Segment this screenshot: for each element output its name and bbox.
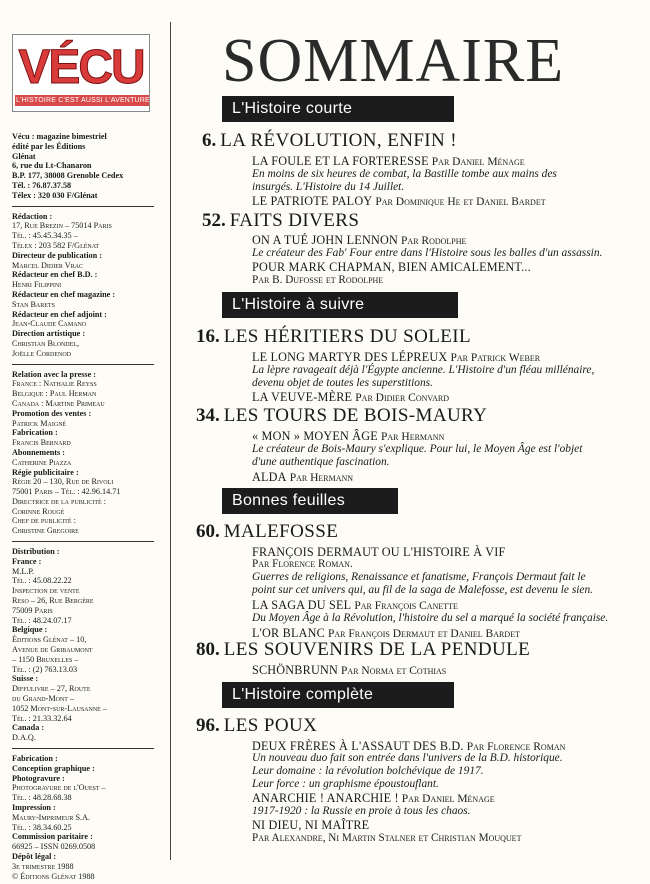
credit-value: Photogravure de l'Ouest – xyxy=(12,783,106,793)
colophon-production xyxy=(12,748,154,881)
article-byline: Par Alexandre, Ni Martin Stalner et Christian Mouquet xyxy=(252,832,522,844)
article-line: « MON » MOYEN ÂGE Par Hermann xyxy=(252,429,445,443)
section-banner-courte xyxy=(222,96,454,122)
credit-label: Suisse : xyxy=(12,674,39,684)
credit-value: Éditions Glénat – 10, xyxy=(12,635,87,645)
section-banner-feuilles xyxy=(222,488,398,514)
article-line: POUR MARK CHAPMAN, BIEN AMICALEMENT... xyxy=(252,260,531,274)
article-line: LE LONG MARTYR DES LÉPREUX Par Patrick Weber xyxy=(252,350,541,364)
colophon-press xyxy=(12,364,154,537)
credit-label: Rédacteur en chef B.D. : xyxy=(12,270,98,280)
credit-value: Inspection de vente xyxy=(12,586,80,596)
credit-value: Reso – 26, Rue Bergère xyxy=(12,596,94,606)
section-banner-suivre xyxy=(222,292,458,318)
colophon-distribution xyxy=(12,541,154,743)
colophon-staff xyxy=(12,206,154,359)
credit-value: 75009 Paris xyxy=(12,605,53,615)
article-line: LA VEUVE-MÈRE Par Didier Convard xyxy=(252,390,450,404)
entry-title: LES TOURS DE BOIS-MAURY xyxy=(223,405,488,426)
article-line: DEUX FRÈRES À L'ASSAUT DES B.D. Par Florence Roman xyxy=(252,739,566,753)
credit-value: Télex : 203 582 F/Glénat xyxy=(12,240,100,250)
credit-label: Fabrication : xyxy=(12,428,58,438)
credit-label: Conception graphique : xyxy=(12,763,95,773)
credit-value: Patrick Maigné xyxy=(12,418,67,428)
page-number: 52. xyxy=(202,210,226,231)
credit-value: Tél. : 45.08.22.22 xyxy=(12,576,72,586)
article-line: FRANÇOIS DERMAUT OU L'HISTOIRE À VIF xyxy=(252,545,506,559)
article-line: ON A TUÉ JOHN LENNON Par Rodolphe xyxy=(252,233,467,247)
section-label: Bonnes feuilles xyxy=(232,492,346,509)
credit-label: Régie publicitaire : xyxy=(12,467,79,477)
credit-label: France : xyxy=(12,556,42,566)
article-line: ANARCHIE ! ANARCHIE ! Par Daniel Ménage xyxy=(252,791,495,805)
credit-value: © Éditions Glénat 1988 xyxy=(12,871,95,881)
credit-value: Régie 20 – 130, Rue de Rivoli xyxy=(12,477,114,487)
credit-value: Christine Gregoire xyxy=(12,526,79,536)
column-divider xyxy=(170,22,171,860)
credit-value: 75001 Paris – Tél. : 42.96.14.71 xyxy=(12,487,121,497)
credit-value: Tél. : 38.34.60.25 xyxy=(12,822,72,832)
publisher-line: édité par les Éditions xyxy=(12,141,86,151)
article-description: d'une authentique fascination. xyxy=(252,456,390,468)
credit-value: Belgique : Paul Herman xyxy=(12,389,97,399)
credit-value: Christian Blondel, xyxy=(12,338,80,348)
credit-label: Dépôt légal : xyxy=(12,851,57,861)
page-number: 80. xyxy=(196,639,220,660)
credit-value: Canada : Martine Primeau xyxy=(12,398,105,408)
credit-value: Corinne Rougé xyxy=(12,506,65,516)
credit-value: Maury-Imprimeur S.A. xyxy=(12,812,91,822)
credit-label: Photogravure : xyxy=(12,773,65,783)
credit-label: Canada : xyxy=(12,723,45,733)
credit-label: Rédaction : xyxy=(12,211,53,221)
credit-label: Rédacteur en chef magazine : xyxy=(12,289,116,299)
entry-title: MALEFOSSE xyxy=(223,521,339,542)
credit-value: Diffulivre – 27, Route xyxy=(12,684,91,694)
section-label: L'Histoire complète xyxy=(232,686,374,703)
publisher-line: 6, rue du Lt-Chanaron xyxy=(12,161,92,171)
publisher-line: Tél. : 76.87.37.58 xyxy=(12,180,72,190)
article-description: En moins de six heures de combat, la Bastille tombe aux mains des xyxy=(252,168,557,180)
page-number: 16. xyxy=(196,326,220,347)
article-line: LE PATRIOTE PALOY Par Dominique He et Daniel Bardet xyxy=(252,194,546,208)
credit-value: Chef de publicité : xyxy=(12,516,76,526)
credit-label: Distribution : xyxy=(12,547,60,557)
entry-page-96 xyxy=(196,715,317,737)
publisher-line: Glénat xyxy=(12,151,36,161)
entry-title: FAITS DIVERS xyxy=(229,210,360,231)
article-description: point sur cet univers qui, au fil de la saga de Malefosse, est devenu le sien. xyxy=(252,584,594,596)
credit-value: Tél. : (2) 763.13.03 xyxy=(12,664,78,674)
credit-value: Tél. : 48.28.68.38 xyxy=(12,793,72,803)
entry-title: LES POUX xyxy=(223,715,318,736)
page-number: 34. xyxy=(196,405,220,426)
credit-value: du Grand-Mont – xyxy=(12,694,75,704)
article-byline: Par Florence Roman. xyxy=(252,558,353,570)
logo-tagline: L'HISTOIRE C'EST AUSSI L'AVENTURE xyxy=(16,97,150,104)
page-title: SOMMAIRE xyxy=(222,27,565,95)
article-description: devenu objet de toutes les superstitions. xyxy=(252,377,433,389)
entry-page-80 xyxy=(196,639,530,661)
entry-page-34 xyxy=(196,405,487,427)
credit-value: – 1150 Bruxelles – xyxy=(12,654,79,664)
credit-value: France : Nathalie Reyss xyxy=(12,379,97,389)
entry-page-6 xyxy=(202,130,457,152)
entry-title: LES HÉRITIERS DU SOLEIL xyxy=(223,326,471,347)
article-line: SCHÖNBRUNN Par Norma et Cothias xyxy=(252,663,447,677)
credit-value: 17, Rue Brezin – 75014 Paris xyxy=(12,221,112,231)
credit-label: Promotion des ventes : xyxy=(12,408,92,418)
article-description: Le créateur des Fab' Four entre dans l'Histoire sous les balles d'un assassin. xyxy=(252,247,603,259)
section-banner-complete xyxy=(222,682,454,708)
colophon-publisher xyxy=(12,132,154,201)
credit-label: Rédacteur en chef adjoint : xyxy=(12,309,107,319)
credit-value: Marcel Didier Vrac xyxy=(12,260,84,270)
page-number: 96. xyxy=(196,715,220,736)
credit-value: Catherine Piazza xyxy=(12,457,72,467)
credit-value: 66925 – ISSN 0269.0508 xyxy=(12,842,96,852)
entry-title: LES SOUVENIRS DE LA PENDULE xyxy=(223,639,531,660)
page-number: 60. xyxy=(196,521,220,542)
section-label: L'Histoire à suivre xyxy=(232,296,365,313)
colophon xyxy=(12,132,154,881)
credit-label: Fabrication : xyxy=(12,754,58,764)
article-description: Leur domaine : la révolution bolchévique de 1917. xyxy=(252,765,484,777)
credit-value: Francis Bernard xyxy=(12,438,71,448)
article-description: 1917-1920 : la Russie en proie à tous les chaos. xyxy=(252,805,471,817)
publisher-line: Télex : 320 030 F/Glénat xyxy=(12,190,98,200)
publisher-line: B.P. 177, 38008 Grenoble Cedex xyxy=(12,171,124,181)
article-byline: Par B. Dufosse et Rodolphe xyxy=(252,274,384,286)
credit-label: Belgique : xyxy=(12,625,48,635)
entry-page-16 xyxy=(196,326,471,348)
article-description: Guerres de religions, Renaissance et fanatisme, François Dermaut fait le xyxy=(252,571,586,583)
credit-label: Abonnements : xyxy=(12,447,65,457)
credit-value: 1052 Mont-sur-Lausanne – xyxy=(12,703,107,713)
article-description: Le créateur de Bois-Maury s'explique. Pour lui, le Moyen Âge est l'objet xyxy=(252,443,583,455)
vecu-logo xyxy=(12,34,150,112)
article-description: insurgés. L'Histoire du 14 Juillet. xyxy=(252,181,405,193)
article-line: L'OR BLANC Par François Dermaut et Daniel Bardet xyxy=(252,626,520,640)
entry-page-60 xyxy=(196,521,338,543)
credit-value: Tél. : 45.45.34.35 – xyxy=(12,231,78,241)
credit-value: Jean-Claude Camano xyxy=(12,319,87,329)
article-line: NI DIEU, NI MAÎTRE xyxy=(252,818,370,832)
article-description: Du Moyen Âge à la Révolution, l'histoire du sel a marqué la société française. xyxy=(252,612,609,624)
article-description: Un nouveau duo fait son entrée dans l'univers de la B.D. historique. xyxy=(252,752,563,764)
svg-text:VÉCU: VÉCU xyxy=(18,41,144,91)
article-line: LA FOULE ET LA FORTERESSE Par Daniel Ménage xyxy=(252,154,525,168)
credit-value: Avenue de Gribaumont xyxy=(12,645,93,655)
entry-page-52 xyxy=(202,210,359,232)
entry-title: LA RÉVOLUTION, ENFIN ! xyxy=(220,130,458,151)
article-line: ALDA Par Hermann xyxy=(252,470,354,484)
credit-label: Directeur de publication : xyxy=(12,250,102,260)
credit-value: Directrice de la publicité : xyxy=(12,496,107,506)
article-line: LA SAGA DU SEL Par François Canette xyxy=(252,598,458,612)
vecu-logo-mark xyxy=(18,39,144,91)
credit-value: D.A.Q. xyxy=(12,733,36,743)
article-description: La lèpre ravageait déjà l'Égypte ancienne. L'Histoire d'un fléau millénaire, xyxy=(252,364,595,376)
credit-value: Tél. : 21.33.32.64 xyxy=(12,713,72,723)
credit-label: Relation avec la presse : xyxy=(12,369,96,379)
article-description: Leur force : un graphisme époustouflant. xyxy=(252,778,439,790)
credit-value: Tél. : 48.24.07.17 xyxy=(12,615,72,625)
publisher-line: Vécu : magazine bimestriel xyxy=(12,132,107,141)
credit-label: Direction artistique : xyxy=(12,329,86,339)
credit-label: Impression : xyxy=(12,803,56,812)
masthead-column xyxy=(12,34,154,881)
credit-value: Stan Barets xyxy=(12,299,55,309)
page-number: 6. xyxy=(202,130,217,151)
credit-label: Commission paritaire : xyxy=(12,832,93,842)
credit-value: M.L.P. xyxy=(12,566,35,576)
credit-value: Henri Filippini xyxy=(12,280,62,290)
credit-value: 3e trimestre 1988 xyxy=(12,861,74,871)
credit-value: Joëlle Cordenod xyxy=(12,348,72,358)
section-label: L'Histoire courte xyxy=(232,100,353,117)
